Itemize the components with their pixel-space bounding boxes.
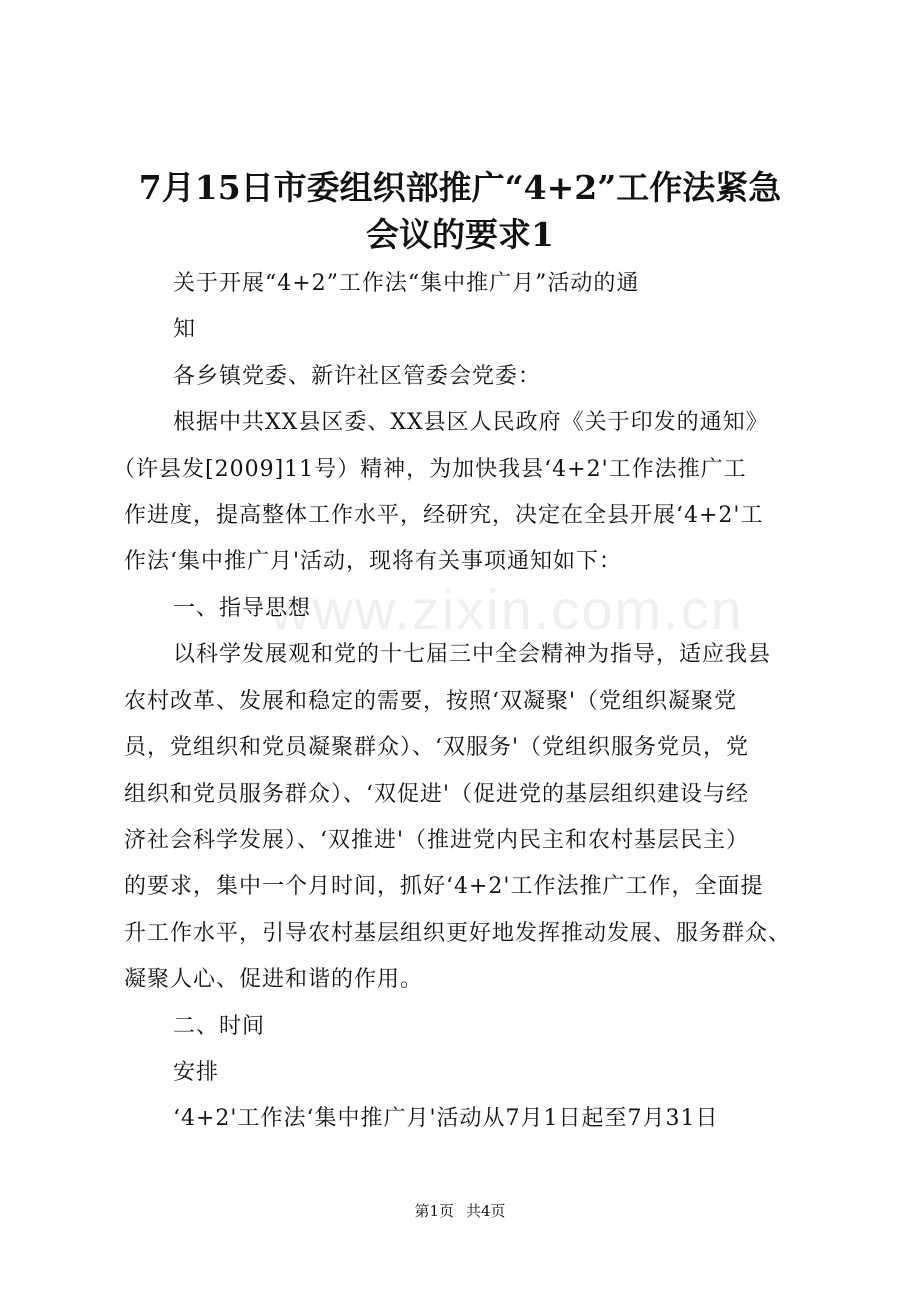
body-paragraph-line: 以科学发展观和党的十七届三中全会精神为指导，适应我县 [173,642,772,667]
body-paragraph-line: 组织和党员服务群众）、‘双促进'（促进党的基层组织建设与经 [124,782,750,807]
section-heading: 二、时间 [173,1014,266,1039]
body-paragraph-line: 济社会科学发展）、‘双推进'（推进党内民主和农村基层民主） [124,828,750,853]
body-paragraph-line: 根据中共XX县区委、XX县区人民政府《关于印发的通知》 [173,410,769,435]
notice-subject-line: 关于开展“4+2”工作法“集中推广月”活动的通 [173,271,640,296]
page-footer [0,1199,920,1223]
section-heading: 一、指导思想 [173,596,312,621]
notice-subject-line: 知 [173,317,197,342]
body-paragraph-line: 升工作水平，引导农村基层组织更好地发挥推动发展、服务群众、 [124,921,792,946]
page-number: 第1页 [414,1202,454,1220]
body-paragraph-line: 凝聚人心、促进和谐的作用。 [124,967,424,992]
document-title-line-2: 会议的要求1 [366,215,554,254]
document-title-line-1: 7月15日市委组织部推广“4+2”工作法紧急 [138,168,782,207]
section-heading: 安排 [173,1060,220,1085]
body-paragraph-line: 农村改革、发展和稳定的需要，按照‘双凝聚'（党组织凝聚党 [124,689,738,714]
body-paragraph-line: 员，党组织和党员凝聚群众）、‘双服务'（党组织服务党员，党 [124,735,750,760]
body-paragraph-line: 的要求，集中一个月时间，抓好‘4+2'工作法推广工作，全面提 [124,874,764,899]
body-paragraph-line: ‘4+2'工作法‘集中推广月'活动从7月1日起至7月31日 [173,1106,719,1131]
body-paragraph-line: 作进度，提高整体工作水平，经研究，决定在全县开展‘4+2'工 [124,503,764,528]
body-paragraph-line: 作法‘集中推广月'活动，现将有关事项通知如下： [124,549,623,574]
body-paragraph-line: （许县发[2009]11号）精神，为加快我县‘4+2'工作法推广工 [113,457,747,482]
addressee-line: 各乡镇党委、新许社区管委会党委： [173,364,542,389]
watermark: www.zixin.com.cn [270,578,744,641]
page-total: 共4页 [466,1202,506,1220]
